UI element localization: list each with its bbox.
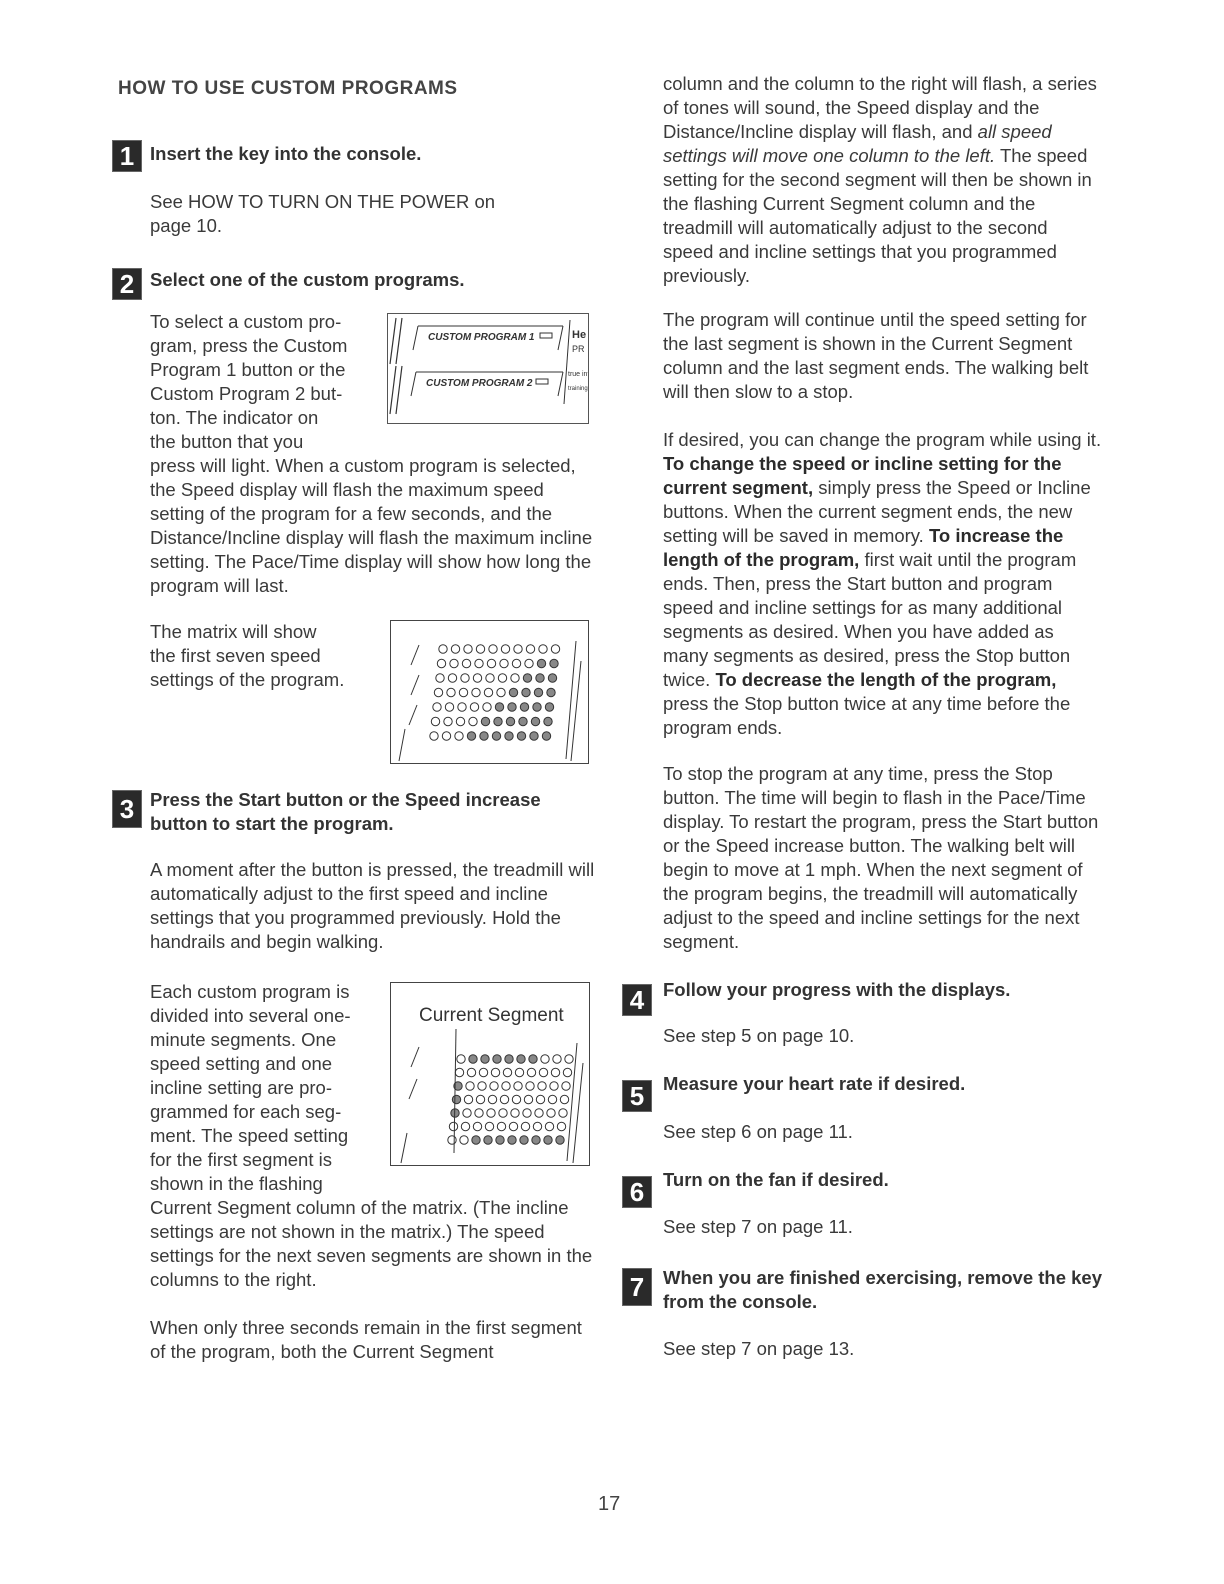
matrix-led [562, 1082, 570, 1090]
matrix-led [514, 645, 522, 653]
matrix-led [497, 1122, 505, 1130]
matrix-led [489, 645, 497, 653]
current-segment-figure [390, 982, 590, 1166]
step-3-badge: 3 [112, 790, 142, 828]
matrix-led [487, 659, 495, 667]
matrix-led [469, 717, 477, 725]
step-2-heading: Select one of the custom programs. [150, 269, 465, 290]
line: minute segments. One [150, 1029, 337, 1050]
matrix-led [530, 732, 538, 740]
matrix-led [447, 688, 455, 696]
line: To select a custom pro- [150, 311, 342, 332]
matrix-led [517, 732, 525, 740]
line: speed setting and one [150, 1053, 333, 1074]
side-label-4: training [568, 386, 588, 392]
matrix-led [493, 1055, 501, 1063]
line: gram, press the Custom [150, 335, 348, 356]
line: ment. The speed setting [150, 1125, 349, 1146]
matrix-led [505, 1055, 513, 1063]
right-para-2: The program will continue until the speed setting for the last segment is shown in the Current Segment column and the last segment ends. The walking belt will then slow to a stop. [663, 309, 1089, 402]
matrix-led [506, 717, 514, 725]
matrix-led [523, 1109, 531, 1117]
current-segment-illustration [391, 983, 589, 1165]
matrix-led [509, 688, 517, 696]
matrix-led [488, 1095, 496, 1103]
matrix-led [455, 732, 463, 740]
figure-line [571, 661, 581, 761]
matrix-led [478, 1082, 486, 1090]
matrix-led [455, 1068, 463, 1076]
matrix-led [485, 1122, 493, 1130]
matrix-led [536, 674, 544, 682]
matrix-led [452, 1095, 460, 1103]
current-segment-label: Current Segment [419, 1005, 564, 1026]
matrix-led [449, 1122, 457, 1130]
matrix-led [505, 732, 513, 740]
step-7-text: See step 7 on page 13. [663, 1338, 855, 1359]
matrix-led [481, 717, 489, 725]
step-1-text: See HOW TO TURN ON THE POWER on page 10. [150, 191, 496, 236]
matrix-led [484, 1136, 492, 1144]
matrix-led [448, 674, 456, 682]
matrix-led [547, 688, 555, 696]
matrix-led [437, 659, 445, 667]
matrix-led [520, 1136, 528, 1144]
line: for the first segment is [150, 1149, 332, 1170]
step-5-text: See step 6 on page 11. [663, 1121, 853, 1142]
matrix-led [481, 1055, 489, 1063]
line: shown in the flashing [150, 1173, 323, 1194]
figure-line [409, 705, 417, 725]
matrix-led [480, 732, 488, 740]
matrix-led [511, 1109, 519, 1117]
matrix-led [472, 1136, 480, 1144]
step-7-heading: When you are finished exercising, remove the key from the console. [663, 1267, 1103, 1312]
text-segment: column and the column to the right will flash, a series of tones will sound, the Speed display and the Distance/Incline display will flash, and [663, 73, 1097, 142]
matrix-led [539, 645, 547, 653]
matrix-led [551, 645, 559, 653]
matrix-led [496, 1136, 504, 1144]
matrix-led [476, 1095, 484, 1103]
matrix-led [473, 674, 481, 682]
matrix-led [503, 1068, 511, 1076]
matrix-led [458, 703, 466, 711]
matrix-led [501, 645, 509, 653]
console-buttons-figure [387, 313, 589, 424]
matrix-led [461, 674, 469, 682]
matrix-led [526, 1082, 534, 1090]
step-1-heading: Insert the key into the console. [150, 143, 422, 164]
matrix-led [508, 703, 516, 711]
matrix-led [545, 1122, 553, 1130]
matrix-led [557, 1122, 565, 1130]
matrix-led [457, 1055, 465, 1063]
matrix-led [512, 1095, 520, 1103]
matrix-led [472, 688, 480, 696]
matrix-led [542, 732, 550, 740]
matrix-led [444, 717, 452, 725]
right-para-continued [663, 72, 1103, 288]
line: incline setting are pro- [150, 1077, 333, 1098]
page-number: 17 [598, 1493, 621, 1515]
matrix-led [531, 717, 539, 725]
matrix-led [456, 717, 464, 725]
matrix-led [524, 1095, 532, 1103]
line: settings of the program. [150, 669, 345, 690]
matrix-led [499, 1109, 507, 1117]
text-segment: press the Stop button twice at any time before the program ends. [663, 693, 1071, 738]
right-para-4: To stop the program at any time, press the Stop button. The time will begin to flash in the Pace/Time display. To restart the program, press the Start button or the Speed increase button. The walking belt will begin to move at 1 mph. When the next segment of the program begins, the treadmill will automatically adjust to the speed and incline settings for the next segment. [663, 763, 1099, 952]
matrix-led [500, 659, 508, 667]
matrix-led [515, 1068, 523, 1076]
figure-line [566, 641, 576, 759]
step-2-para-1-lines [150, 310, 390, 454]
console-buttons-illustration [388, 314, 588, 423]
text-segment: If desired, you can change the program while using it. [663, 429, 1102, 450]
matrix-led [479, 1068, 487, 1076]
text-segment: first wait until the program ends. Then, press the Start button and program speed and incline settings for as many additional segments as desired. When you have added as many segments as desired, press the Stop button twice. [663, 549, 1077, 690]
matrix-led [525, 659, 533, 667]
step-4-text: See step 5 on page 10. [663, 1025, 855, 1046]
matrix-led [475, 1109, 483, 1117]
matrix-led [448, 1136, 456, 1144]
matrix-led [487, 1109, 495, 1117]
matrix-led [565, 1055, 573, 1063]
side-label-3: true int [568, 371, 588, 378]
matrix-led [539, 1068, 547, 1076]
figure-line [399, 729, 405, 761]
matrix-led [521, 1122, 529, 1130]
matrix-led [534, 688, 542, 696]
matrix-led [495, 703, 503, 711]
bold-text: To increase the length of the program, [663, 525, 1064, 570]
page-title: HOW TO USE CUSTOM PROGRAMS [118, 78, 458, 99]
matrix-led [439, 645, 447, 653]
matrix-led [433, 703, 441, 711]
matrix-led [529, 1055, 537, 1063]
matrix-led [483, 703, 491, 711]
matrix-led [550, 1082, 558, 1090]
matrix-led [470, 703, 478, 711]
matrix-led [473, 1122, 481, 1130]
matrix-led [466, 1082, 474, 1090]
step-3-para-1: A moment after the button is pressed, the treadmill will automatically adjust to the first speed and incline settings that you programmed previously. Hold the handrails and begin walking. [150, 859, 595, 952]
line: divided into several one- [150, 1005, 351, 1026]
matrix-led [520, 703, 528, 711]
matrix-led [547, 1109, 555, 1117]
matrix-led [551, 1068, 559, 1076]
text-segment: The speed setting for the second segment will then be shown in the flashing Current Segment column and the treadmill will automatically adjust to the second speed and incline settings that you programmed previously. [663, 145, 1092, 286]
step-6-text: See step 7 on page 11. [663, 1216, 853, 1237]
matrix-led [536, 1095, 544, 1103]
matrix-led [500, 1095, 508, 1103]
matrix-led [476, 645, 484, 653]
matrix-led [459, 688, 467, 696]
step-3-heading: Press the Start button or the Speed increase button to start the program. [150, 789, 541, 834]
step-3-para-2-rest: Current Segment column of the matrix. (The incline settings are not shown in the matrix.) The speed settings for the next seven segments are shown in the columns to the right. [150, 1197, 593, 1290]
matrix-figure [390, 620, 589, 764]
matrix-led [464, 1095, 472, 1103]
matrix-led [484, 688, 492, 696]
matrix-led [442, 732, 450, 740]
matrix-led [522, 688, 530, 696]
matrix-led [467, 732, 475, 740]
matrix-led [544, 1136, 552, 1144]
step-6-heading: Turn on the fan if desired. [663, 1169, 889, 1190]
matrix-led [460, 1136, 468, 1144]
matrix-led [533, 1122, 541, 1130]
figure-line [411, 675, 419, 695]
matrix-led [548, 1095, 556, 1103]
line: The matrix will show [150, 621, 317, 642]
matrix-led [436, 674, 444, 682]
step-4-badge: 4 [622, 984, 652, 1016]
text-segment: simply press the Speed or Incline buttons. When the current segment ends, the new setting will be saved in memory. [663, 477, 1091, 546]
right-para-3 [663, 428, 1103, 740]
matrix-led [532, 1136, 540, 1144]
matrix-led [498, 674, 506, 682]
matrix-led [556, 1136, 564, 1144]
matrix-led [430, 732, 438, 740]
line: grammed for each seg- [150, 1101, 342, 1122]
matrix-led [497, 688, 505, 696]
step-2-badge: 2 [112, 268, 142, 300]
matrix-led [550, 659, 558, 667]
custom-program-1-label: CUSTOM PROGRAM 1 [428, 332, 535, 343]
step-5-heading: Measure your heart rate if desired. [663, 1073, 966, 1094]
matrix-led [494, 717, 502, 725]
step-6-badge: 6 [622, 1176, 652, 1208]
figure-line [409, 1079, 417, 1099]
matrix-led [463, 1109, 471, 1117]
step-3-para-3: When only three seconds remain in the first segment of the program, both the Current Segment [150, 1317, 582, 1362]
figure-line [411, 645, 419, 665]
matrix-led [434, 688, 442, 696]
figure-line [401, 1133, 407, 1163]
matrix-led [563, 1068, 571, 1076]
line: Custom Program 2 but- [150, 383, 343, 404]
line: ton. The indicator on [150, 407, 319, 428]
matrix-led [559, 1109, 567, 1117]
matrix-led [519, 717, 527, 725]
figure-line [411, 1047, 419, 1067]
matrix-led [517, 1055, 525, 1063]
line: Program 1 button or the [150, 359, 346, 380]
step-3-para-2-lines [150, 980, 390, 1196]
matrix-led [431, 717, 439, 725]
matrix-led [462, 659, 470, 667]
matrix-led [445, 703, 453, 711]
step-2-para-2-lines [150, 620, 380, 692]
step-4-heading: Follow your progress with the displays. [663, 979, 1011, 1000]
matrix-led [527, 1068, 535, 1076]
matrix-led [548, 674, 556, 682]
figure-line [454, 1029, 456, 1153]
matrix-led [553, 1055, 561, 1063]
line: the button that you [150, 431, 304, 452]
matrix-led [451, 645, 459, 653]
matrix-led [461, 1122, 469, 1130]
step-7-badge: 7 [622, 1268, 652, 1306]
matrix-led [508, 1136, 516, 1144]
step-2-para-1-rest: press will light. When a custom program is selected, the Speed display will flash the maximum speed setting of the program for a few seconds, and the Distance/Incline display will flash the maximum incline setting. The Pace/Time display will show how long the program will last. [150, 455, 593, 596]
matrix-led [490, 1082, 498, 1090]
step-1-badge: 1 [112, 140, 142, 172]
line: Each custom program is [150, 981, 350, 1002]
side-label-2: PR [572, 344, 585, 354]
matrix-led [512, 659, 520, 667]
matrix-led [509, 1122, 517, 1130]
matrix-led [535, 1109, 543, 1117]
matrix-led [467, 1068, 475, 1076]
matrix-led [545, 703, 553, 711]
matrix-led [541, 1055, 549, 1063]
matrix-led [450, 659, 458, 667]
matrix-led [486, 674, 494, 682]
emphasis-text: all speed settings will move one column to the left. [663, 121, 1052, 166]
custom-program-2-label: CUSTOM PROGRAM 2 [426, 378, 533, 389]
line: the first seven speed [150, 645, 321, 666]
side-label-1: He [572, 329, 587, 341]
bold-text: To change the speed or incline setting for the current segment, [663, 453, 1062, 498]
matrix-led [475, 659, 483, 667]
matrix-led [502, 1082, 510, 1090]
matrix-led [511, 674, 519, 682]
matrix-led [514, 1082, 522, 1090]
matrix-led [537, 659, 545, 667]
matrix-led [491, 1068, 499, 1076]
bold-text: To decrease the length of the program, [715, 669, 1057, 690]
matrix-led [523, 674, 531, 682]
matrix-illustration [391, 621, 588, 763]
matrix-led [560, 1095, 568, 1103]
step-5-badge: 5 [622, 1080, 652, 1112]
matrix-led [533, 703, 541, 711]
matrix-led [538, 1082, 546, 1090]
matrix-led [464, 645, 472, 653]
matrix-led [544, 717, 552, 725]
matrix-led [526, 645, 534, 653]
matrix-led [492, 732, 500, 740]
matrix-led [469, 1055, 477, 1063]
